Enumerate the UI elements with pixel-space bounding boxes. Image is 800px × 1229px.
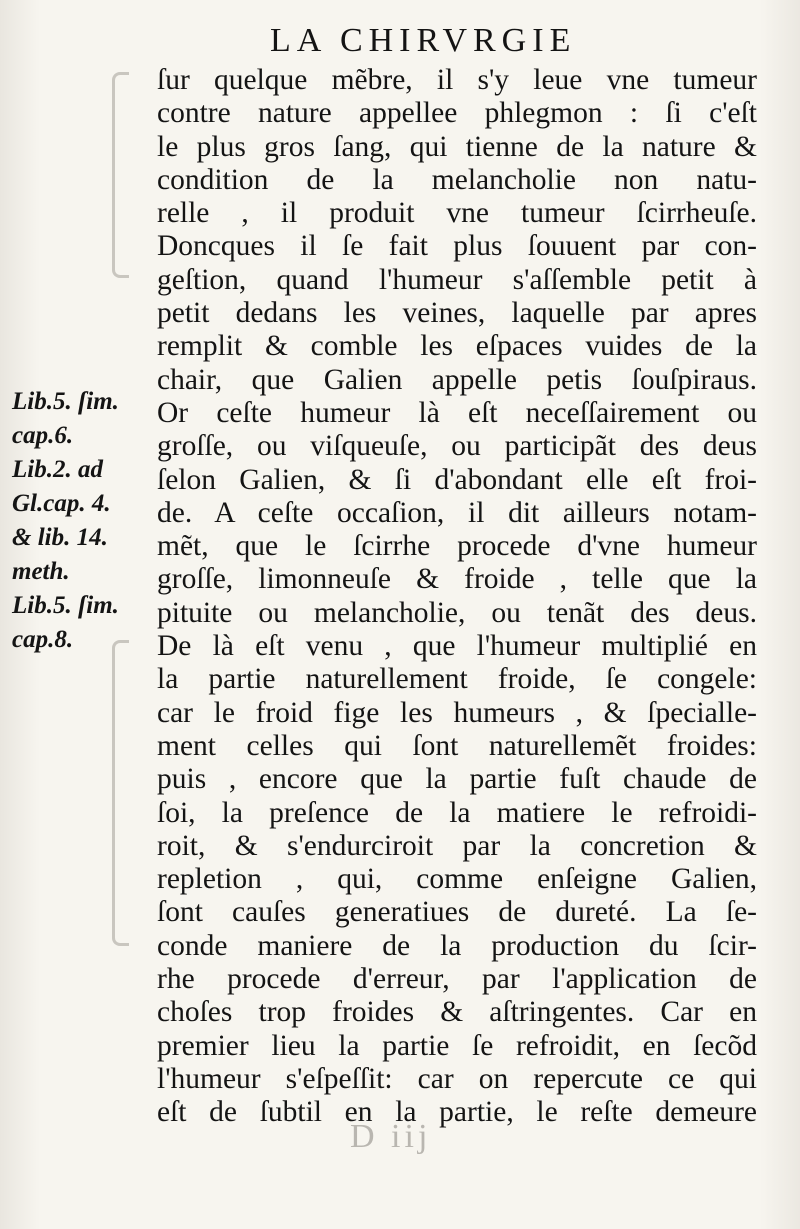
text-line: De là eſt venu , que l'humeur multiplié en (157, 630, 757, 663)
text-line: ſont cauſes generatiues de dureté. La ſe- (157, 896, 757, 929)
text-line: car le froid fige les humeurs , & ſpecialle- (157, 696, 757, 729)
margin-note: cap.6. (12, 422, 74, 449)
margin-note: cap.8. (12, 626, 74, 653)
text-line: roit, & s'endurciroit par la concretion & (157, 829, 757, 862)
text-line: repletion , qui, comme enſeigne Galien, (157, 863, 757, 896)
text-line: petit dedans les veines, laquelle par apres (157, 297, 757, 330)
margin-note: Lib.2. ad (12, 456, 103, 483)
text-line: groſſe, limonneuſe & froide , telle que la (157, 563, 757, 596)
text-line: premier lieu la partie ſe refroidit, en ſecõd (157, 1029, 757, 1062)
text-line: ſur quelque mẽbre, il s'y leue vne tumeur (157, 64, 757, 96)
margin-note: meth. (12, 558, 70, 585)
text-line: ſoi, la preſence de la matiere le refroidi- (157, 796, 757, 829)
text-line: chair, que Galien appelle petis ſouſpiraus. (157, 363, 757, 396)
text-line: l'humeur s'eſpeſſit: car on repercute ce qui (157, 1062, 757, 1095)
margin-note: Lib.5. ſim. (12, 388, 119, 415)
text-line: groſſe, ou viſqueuſe, ou participãt des deus (157, 430, 757, 463)
text-line: geſtion, quand l'humeur s'aſſemble petit à (157, 263, 757, 296)
margin-notes (12, 385, 152, 657)
running-head: LA CHIRVRGIE (270, 22, 577, 59)
text-line: Or ceſte humeur là eſt neceſſairement ou (157, 396, 757, 429)
text-line: rhe procede d'erreur, par l'application de (157, 963, 757, 996)
text-line: la partie naturellement froide, ſe congele: (157, 663, 757, 696)
text-line: puis , encore que la partie fuſt chaude de (157, 763, 757, 796)
text-line: de. A ceſte occaſion, il dit ailleurs notam- (157, 496, 757, 529)
text-line: mẽt, que le ſcirrhe procede d'vne humeur (157, 530, 757, 563)
pencil-bracket-bottom (112, 640, 129, 946)
text-line: conde maniere de la production du ſcir- (157, 929, 757, 962)
text-line: choſes trop froides & aſtringentes. Car en (157, 996, 757, 1029)
text-line: ment celles qui ſont naturellemẽt froides: (157, 729, 757, 762)
text-line: remplit & comble les eſpaces vuides de la (157, 330, 757, 363)
text-line: Doncques il ſe fait plus ſouuent par con- (157, 230, 757, 263)
text-line: condition de la melancholie non natu- (157, 163, 757, 196)
margin-note: & lib. 14. (12, 524, 108, 551)
text-line: eſt de ſubtil en la partie, le reſte demeure (157, 1096, 757, 1129)
margin-note: Gl.cap. 4. (12, 490, 111, 517)
text-line: pituite ou melancholie, ou tenãt des deus. (157, 596, 757, 629)
text-line: ſelon Galien, & ſi d'abondant elle eſt froi- (157, 463, 757, 496)
signature-mark: D iij (350, 1118, 432, 1155)
pencil-bracket-top (112, 72, 129, 278)
text-line: contre nature appellee phlegmon : ſi c'eſt (157, 97, 757, 130)
margin-note: Lib.5. ſim. (12, 592, 119, 619)
text-line: relle , il produit vne tumeur ſcirrheuſe. (157, 197, 757, 230)
text-line: le plus gros ſang, qui tienne de la nature & (157, 130, 757, 163)
body-text (157, 64, 757, 1130)
